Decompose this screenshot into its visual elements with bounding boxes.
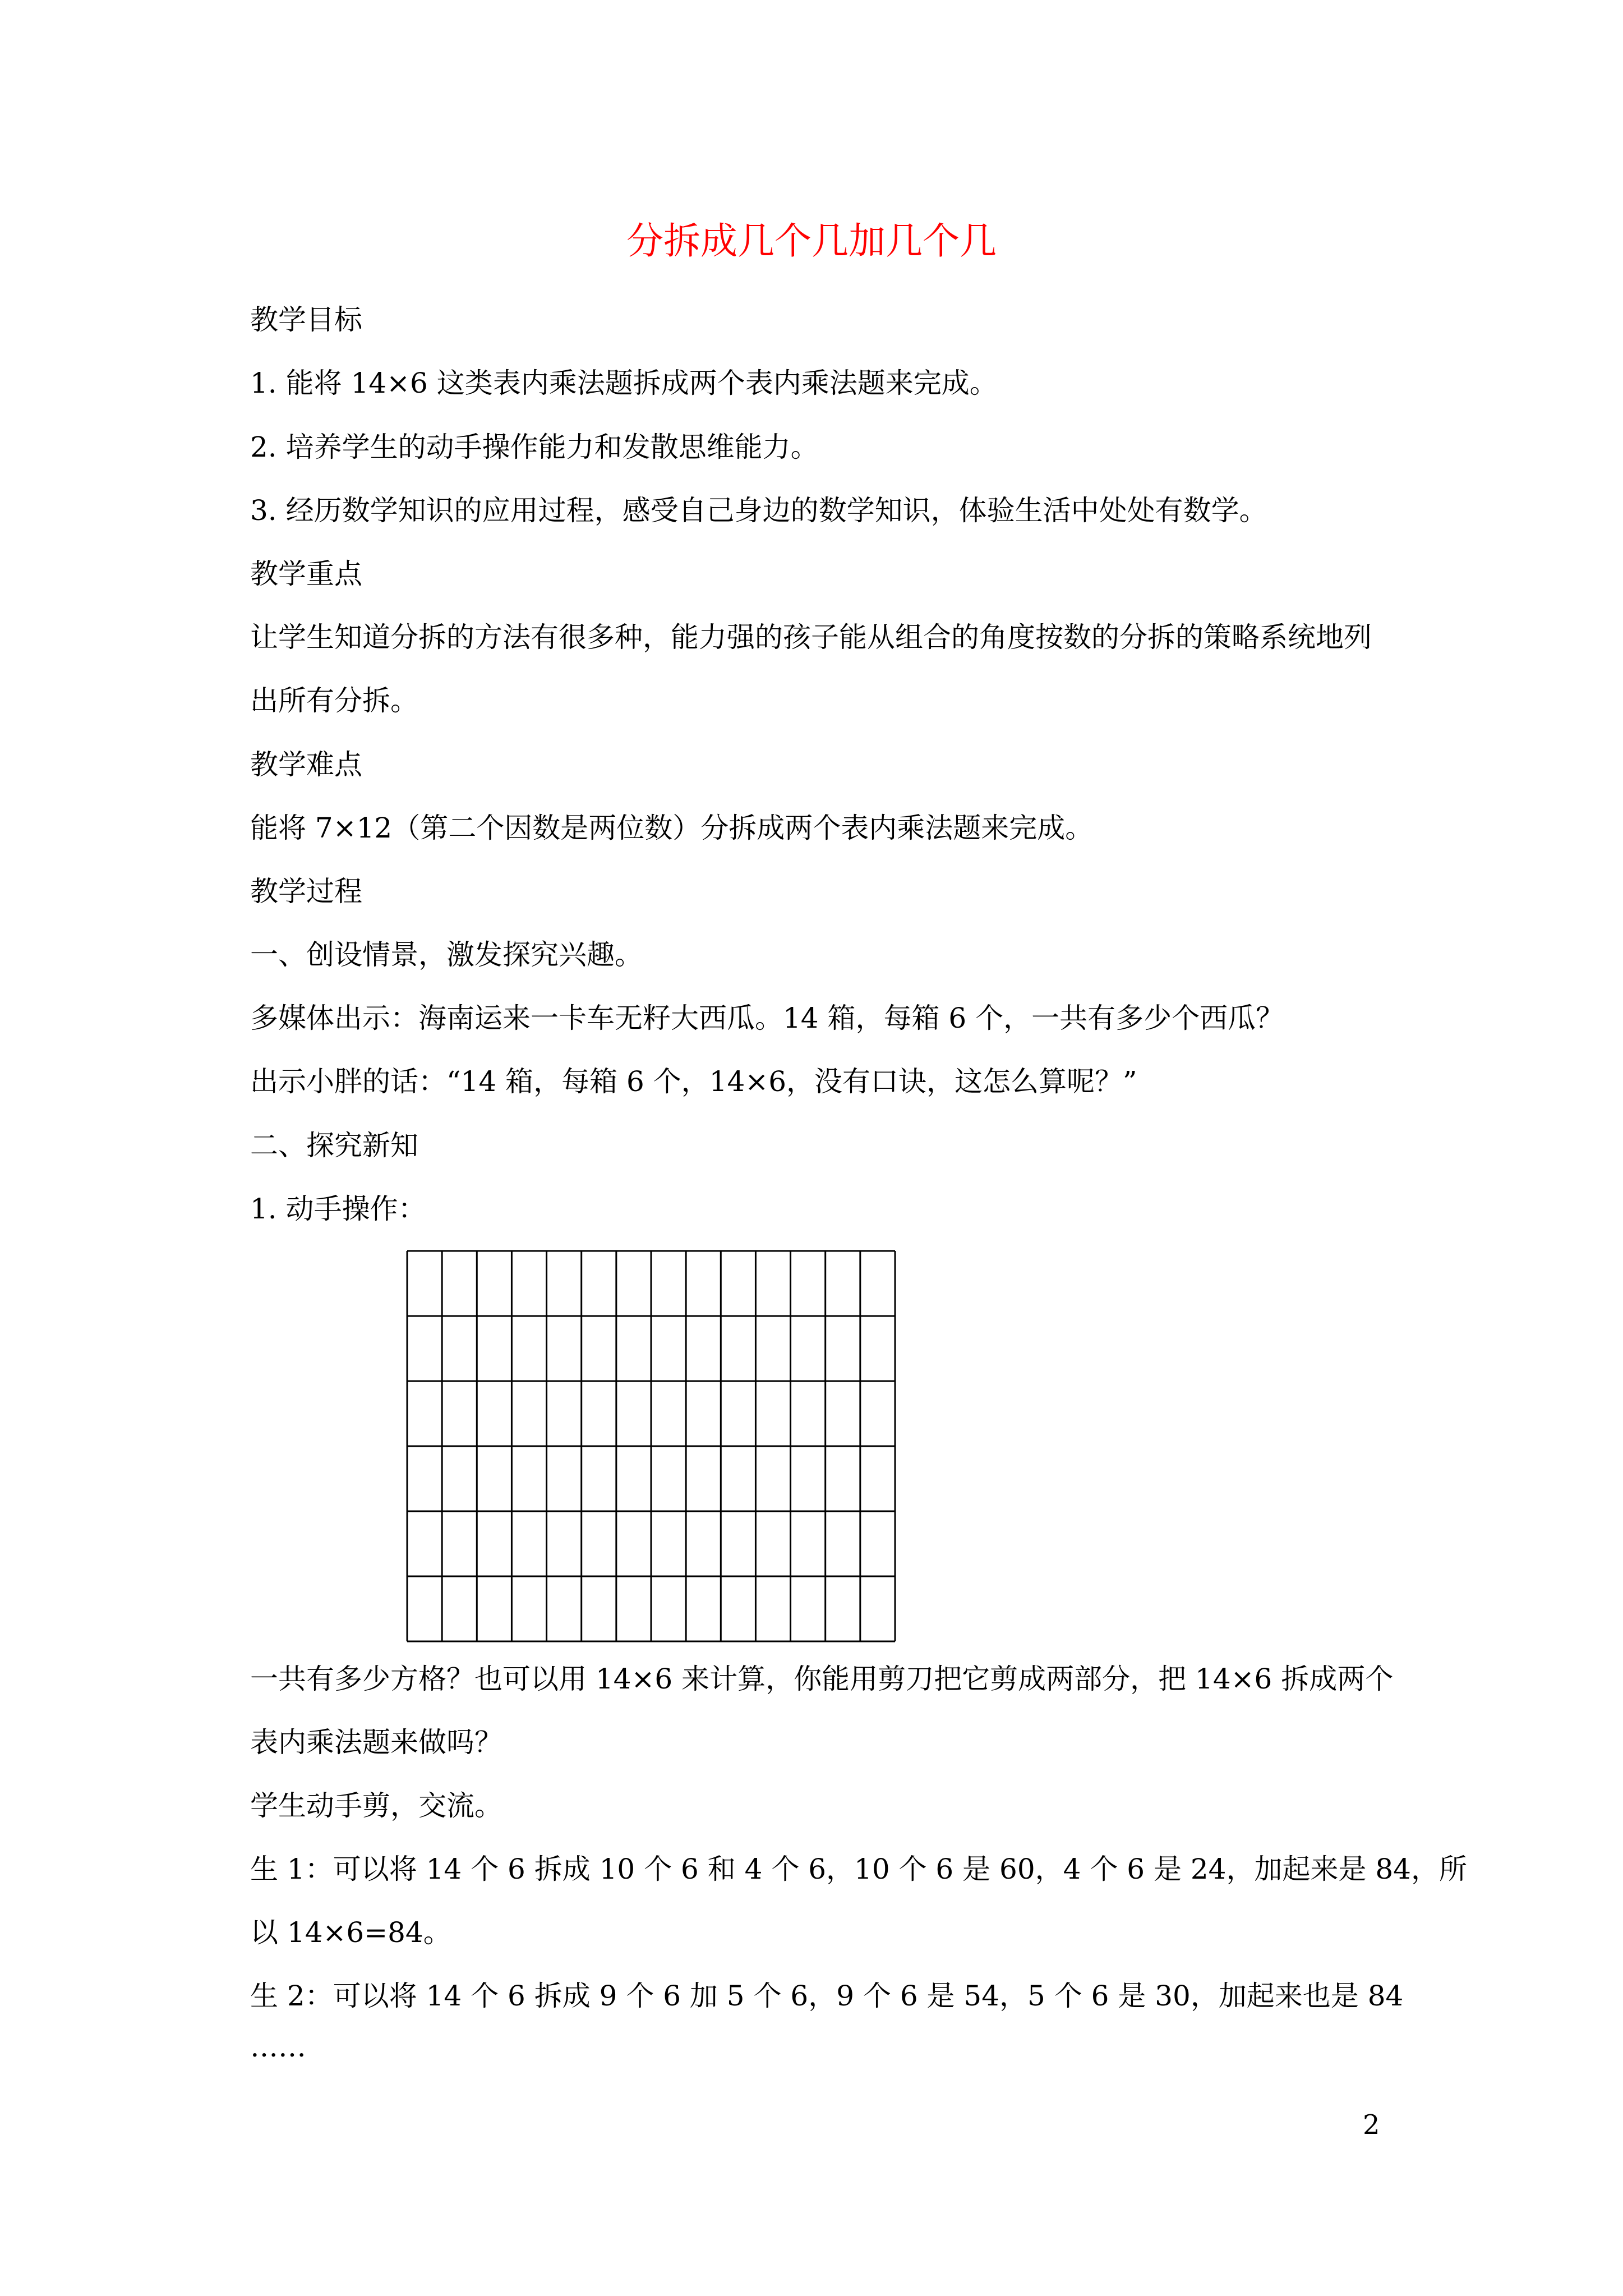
square-grid — [406, 1250, 896, 1642]
key-points-text-line-1: 让学生知道分拆的方法有很多种，能力强的孩子能从组合的角度按数的分拆的策略系统地列 — [250, 621, 1372, 654]
section-1-heading: 一、创设情景，激发探究兴趣。 — [250, 938, 643, 971]
heading-key-points: 教学重点 — [250, 558, 362, 590]
heading-teaching-goals: 教学目标 — [250, 303, 362, 336]
heading-teaching-process: 教学过程 — [250, 875, 362, 908]
goal-item-1: 1. 能将 14×6 这类表内乘法题拆成两个表内乘法题来完成。 — [250, 367, 998, 399]
student-2-answer: 生 2：可以将 14 个 6 拆成 9 个 6 加 5 个 6，9 个 6 是 54，5 个 6 是 30，加起来也是 84 — [250, 1980, 1404, 2012]
multimedia-text: 多媒体出示：海南运来一卡车无籽大西瓜。14 箱，每箱 6 个，一共有多少个西瓜？ — [250, 1002, 1284, 1034]
xiaopang-quote: 出示小胖的话：“14 箱，每箱 6 个，14×6，没有口诀，这怎么算呢？” — [250, 1065, 1137, 1098]
document-title: 分拆成几个几加几个几 — [626, 219, 997, 263]
page-number: 2 — [1363, 2109, 1380, 2141]
question-text-line-2: 表内乘法题来做吗？ — [250, 1726, 502, 1759]
key-points-text-line-2: 出所有分拆。 — [250, 684, 418, 717]
students-cut-text: 学生动手剪，交流。 — [250, 1789, 502, 1822]
hands-on-heading: 1. 动手操作： — [250, 1193, 426, 1225]
ellipsis: …… — [250, 2031, 306, 2063]
heading-difficulties: 教学难点 — [250, 748, 362, 781]
difficulties-text: 能将 7×12（第二个因数是两位数）分拆成两个表内乘法题来完成。 — [250, 812, 1094, 844]
goal-item-2: 2. 培养学生的动手操作能力和发散思维能力。 — [250, 431, 819, 463]
student-1-answer-line-2: 以 14×6=84。 — [250, 1916, 451, 1949]
student-1-answer-line-1: 生 1：可以将 14 个 6 拆成 10 个 6 和 4 个 6，10 个 6 是 60，4 个 6 是 24，加起来是 84，所 — [250, 1853, 1467, 1885]
question-text-line-1: 一共有多少方格？也可以用 14×6 来计算，你能用剪刀把它剪成两部分，把 14×6 拆成两个 — [250, 1663, 1394, 1695]
section-2-heading: 二、探究新知 — [250, 1129, 418, 1162]
goal-item-3: 3. 经历数学知识的应用过程，感受自己身边的数学知识，体验生活中处处有数学。 — [250, 494, 1267, 527]
